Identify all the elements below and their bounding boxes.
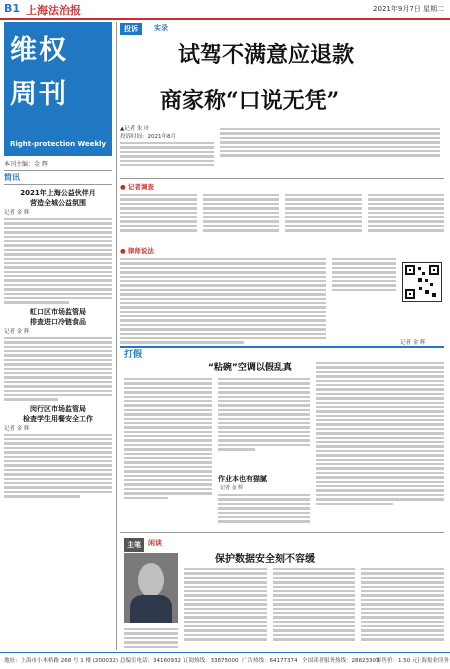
news-reporter-2: 记者 金 辉 — [4, 328, 30, 335]
dajia-headline: “粘碗”空调以假乱真 — [208, 363, 292, 373]
column-tag: 主笔 — [124, 538, 144, 552]
dajia-body-2 — [218, 376, 310, 453]
brief-section-label: 简讯 — [4, 173, 20, 182]
author-photo — [124, 553, 178, 623]
divider-blue — [120, 346, 444, 348]
editor-line: 本刊主编：金 辉 — [4, 159, 112, 171]
footer-phone-2: 订阅热线：33875000 — [183, 658, 239, 664]
kicker-label: 投诉 — [120, 23, 142, 35]
investigation-body — [120, 192, 444, 234]
subhead-investigation: ● 记者调查 — [120, 183, 154, 191]
story-intro — [220, 126, 440, 159]
column-divider — [116, 22, 117, 650]
news-subtitle-3: 检查学生用餐安全工作 — [23, 414, 93, 423]
headline-line-2: 商家称“口说无凭” — [160, 88, 340, 114]
masthead-english: Right-protection Weekly — [10, 140, 107, 148]
page-footer — [0, 652, 450, 669]
column-headline: 保护数据安全刻不容缓 — [215, 554, 315, 565]
lead-paragraph — [120, 140, 214, 168]
footer-address: 地址：上海市小木桥路 268 号 1 楼 (200032) — [4, 658, 119, 664]
footer-price: 零售价：1.50 元 — [376, 658, 418, 664]
news-subtitle-2: 排查进口冷链食品 — [30, 317, 86, 326]
footer-printer: 上海报业印务 — [416, 658, 450, 664]
newspaper-name: 上海法治报 — [26, 4, 81, 17]
news-body-2 — [4, 337, 112, 401]
headline-line-1: 试驾不满意应退款 — [178, 42, 355, 68]
kicker-label-2: 实录 — [154, 24, 168, 32]
complaint-time: 投诉时间：2021年8月 — [120, 134, 176, 140]
section-label-dajia: 打假 — [124, 350, 143, 360]
footer-phone-1: 总编室电话：34160932 — [120, 658, 181, 664]
column-tag-2: 闲谈 — [148, 539, 162, 547]
news-title-2: 虹口区市场监管局 — [30, 307, 86, 316]
masthead-title-1: 维权 — [10, 35, 68, 66]
news-reporter-3: 记者 金 辉 — [4, 425, 30, 432]
dajia-subheadline: 作业本也有猫腻 — [218, 475, 267, 483]
dajia-body-3 — [218, 492, 310, 525]
issue-date: 2021年9月7日 星期二 — [373, 5, 444, 13]
column-body-left — [124, 626, 178, 650]
masthead-title-2: 周刊 — [10, 79, 68, 110]
lawyer-quote-box — [120, 256, 326, 346]
news-body-1 — [4, 218, 112, 304]
brief-news-column — [4, 172, 112, 500]
section-masthead — [4, 22, 112, 156]
lawyer-side-text — [332, 256, 396, 293]
divider-2 — [120, 532, 444, 533]
news-subtitle-1: 营造全城公益氛围 — [30, 199, 86, 207]
page-header — [0, 0, 450, 20]
dajia-sub-reporter: 记者 金 辉 — [220, 485, 244, 491]
subhead-lawyer: ● 律师说法 — [120, 247, 154, 255]
page-number: B1 — [4, 2, 21, 15]
news-title-1: 2021年上海公益伙伴月 — [20, 189, 96, 197]
byline: ▲记者 朱 叶 — [120, 126, 150, 132]
footer-phone-4: 全国读者服务热线：28823303 — [302, 658, 380, 664]
divider — [120, 178, 444, 179]
qr-code[interactable] — [402, 262, 442, 302]
story-reporter: 记者 金 辉 — [400, 340, 426, 346]
qr-code-icon — [403, 263, 441, 301]
footer-phone-3: 广告热线：64177374 — [242, 658, 298, 664]
news-title-3: 闵行区市场监管局 — [30, 404, 86, 413]
news-body-3 — [4, 434, 112, 498]
news-reporter-1: 记者 金 辉 — [4, 210, 30, 216]
dajia-body-4 — [316, 360, 444, 507]
column-body — [184, 566, 444, 643]
dajia-body-1 — [124, 376, 212, 501]
